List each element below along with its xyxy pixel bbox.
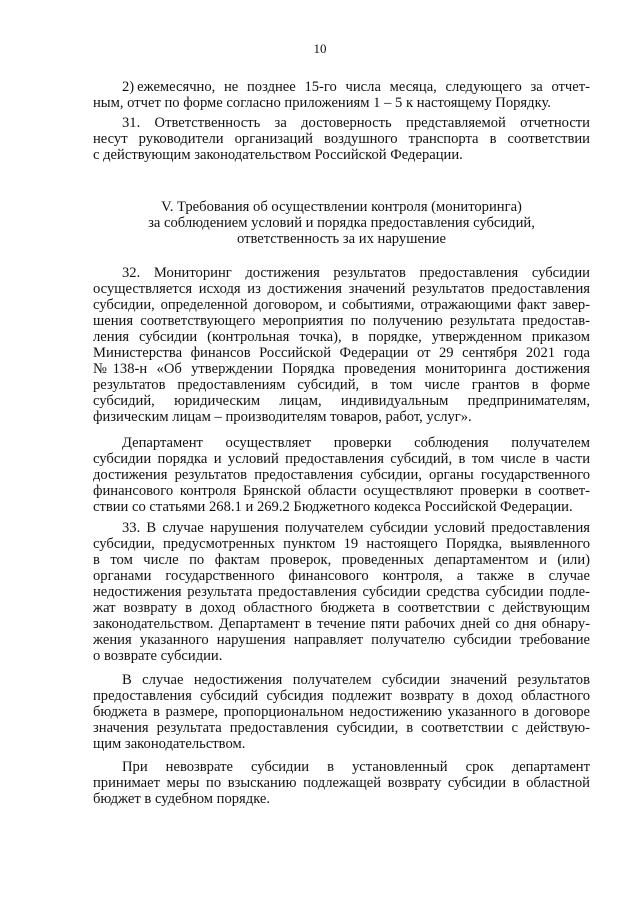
- heading-line: ответственность за их нарушение: [236, 231, 447, 247]
- text-line: жат возврату в доход областного бюджета в соответствии с действующим: [93, 600, 590, 616]
- text-line: осуществляется исходя из достижения значений результатов предоставления: [93, 281, 590, 297]
- text-line: При невозврате субсидии в установленный срок департамент: [122, 759, 590, 775]
- paragraph-non-return: [93, 759, 590, 807]
- text-line: Департамент осуществляет проверки соблюдения получателем: [122, 435, 590, 451]
- page-number: 10: [313, 41, 327, 56]
- text-line: бюджет в судебном порядке.: [93, 791, 271, 807]
- text-line: №138-н «Об утверждении Порядка проведения мониторинга достижения: [93, 361, 590, 377]
- text-line: жения указанного нарушения направляет получателю субсидии требование: [93, 632, 590, 648]
- text-line: субсидии, определенной договором, и событиями, отражающими факт завер-: [93, 297, 590, 313]
- text-line: 32. Мониторинг достижения результатов предоставления субсидии: [122, 265, 590, 281]
- text-line: с действующим законодательством Российской Федерации.: [93, 147, 463, 163]
- text-line: в том числе по фактам проверок, проведенных департаментом и (или): [93, 552, 590, 568]
- text-line: 2) ежемесячно, не позднее 15-го числа месяца, следующего за отчет-: [122, 79, 590, 95]
- heading-line: V. Требования об осуществлении контроля (мониторинга): [161, 199, 522, 215]
- text-line: предоставления субсидий субсидия подлежит возврату в доход областного: [93, 688, 590, 704]
- text-line: несут руководители организаций воздушного транспорта в соответствии: [93, 131, 590, 147]
- paragraph-non-achievement: [93, 672, 590, 752]
- paragraph-item-31: [93, 115, 590, 163]
- text-line: субсидии порядка и условий предоставления субсидий, в том числе в части: [93, 451, 590, 467]
- text-line: законодательством. Департамент в течение пяти рабочих дней со дня обнару-: [93, 616, 590, 632]
- text-line: щим законодательством.: [93, 736, 246, 752]
- paragraph-item-2: [93, 79, 590, 111]
- paragraph-item-33: [93, 520, 590, 664]
- paragraph-department-checks: [93, 435, 590, 515]
- text-line: финансового контроля Брянской области осуществляют проверки в соответ-: [93, 483, 590, 499]
- text-line: о возврате субсидии.: [93, 648, 223, 664]
- text-line: 31. Ответственность за достоверность представляемой отчетности: [122, 115, 590, 131]
- text-line: шения соответствующего мероприятия по получению результата предостав-: [93, 313, 590, 329]
- text-line: В случае недостижения получателем субсидии значений результатов: [122, 672, 590, 688]
- heading-line: за соблюдением условий и порядка предоставления субсидий,: [148, 215, 535, 231]
- text-line: результатов предоставлениям субсидий, в том числе грантов в форме: [93, 377, 590, 393]
- paragraph-item-32: [93, 265, 590, 425]
- text-line: 33. В случае нарушения получателем субсидии условий предоставления: [122, 520, 590, 536]
- text-line: принимает меры по взысканию подлежащей возврату субсидии в областной: [93, 775, 590, 791]
- text-line: физическим лицам – производителям товаров, работ, услуг».: [93, 409, 472, 425]
- text-line: Министерства финансов Российской Федерации от 29 сентября 2021 года: [93, 345, 590, 361]
- text-line: органами государственного финансового контроля, а также в случае: [93, 568, 590, 584]
- text-line: ным, отчет по форме согласно приложениям 1 – 5 к настоящему Порядку.: [93, 95, 551, 111]
- text-line: достижения результатов предоставления субсидии, органы государственного: [93, 467, 590, 483]
- text-line: значения результата предоставления субсидии, в соответствии с действую-: [93, 720, 590, 736]
- text-line: субсидий, юридическим лицам, индивидуальным предпринимателям,: [93, 393, 590, 409]
- section-heading: [93, 199, 590, 247]
- text-line: бюджета в размере, пропорциональном недостижению указанного в договоре: [93, 704, 590, 720]
- text-line: ствии со статьями 268.1 и 269.2 Бюджетного кодекса Российской Федерации.: [93, 499, 573, 515]
- text-line: недостижения результата предоставления субсидии средства субсидии подле-: [93, 584, 590, 600]
- text-line: субсидии, предусмотренных пунктом 19 настоящего Порядка, выявленного: [93, 536, 590, 552]
- text-line: ления субсидии (контрольная точка), в порядке, утвержденном приказом: [93, 329, 590, 345]
